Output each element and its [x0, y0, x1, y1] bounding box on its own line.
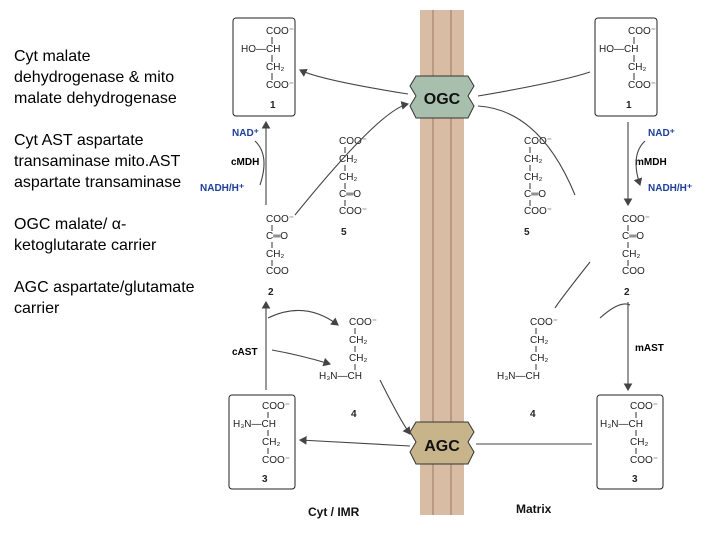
svg-text:CH₂: CH₂: [262, 437, 281, 448]
svg-text:COO⁻: COO⁻: [339, 136, 368, 147]
svg-text:COO⁻: COO⁻: [349, 317, 378, 328]
svg-text:CH₂: CH₂: [530, 353, 549, 364]
svg-text:H₃N—CH: H₃N—CH: [233, 419, 276, 430]
svg-text:3: 3: [262, 474, 268, 485]
svg-text:H₃N—CH: H₃N—CH: [497, 371, 540, 382]
svg-text:COO⁻: COO⁻: [524, 206, 553, 217]
matrix-oaa-curve: [555, 262, 590, 308]
cyt-alpha-ketoglutarate: [339, 136, 367, 238]
svg-text:COO⁻: COO⁻: [630, 401, 659, 412]
cyt-ast-curve-out: [272, 350, 330, 364]
svg-text:5: 5: [524, 227, 530, 238]
cyt-oxaloacetate: [266, 214, 294, 298]
svg-text:COO: COO: [622, 266, 645, 277]
mito-alpha-ketoglutarate: [524, 136, 552, 238]
svg-text:2: 2: [268, 287, 274, 298]
agc-label: AGC: [424, 438, 460, 455]
agc-asp-path-arrow: [380, 380, 410, 434]
svg-text:H₃N—CH: H₃N—CH: [319, 371, 362, 382]
mito-nad-label: NAD⁺: [648, 128, 675, 139]
mmdh-label: mMDH: [635, 157, 667, 168]
svg-text:1: 1: [626, 100, 632, 111]
svg-text:C═O: C═O: [266, 231, 289, 242]
svg-text:CH₂: CH₂: [630, 437, 649, 448]
agc-carrier: [410, 422, 474, 464]
mito-malate: [595, 18, 657, 116]
svg-text:C═O: C═O: [524, 189, 547, 200]
svg-text:COO⁻: COO⁻: [339, 206, 368, 217]
cyt-nadh-label: NADH/H⁺: [200, 183, 245, 194]
cyt-glutamate: [229, 395, 295, 489]
ogc-malate-out-arrow: [300, 70, 408, 94]
svg-text:COO⁻: COO⁻: [266, 214, 295, 225]
svg-text:2: 2: [624, 287, 630, 298]
ogc-matrix-malate-arrow: [478, 72, 590, 96]
svg-text:CH₂: CH₂: [339, 154, 358, 165]
legend-ast: Cyt AST aspartate transaminase mito.AST aspartate transaminase: [14, 132, 182, 191]
svg-text:COO⁻: COO⁻: [628, 26, 657, 37]
svg-text:HO—CH: HO—CH: [241, 44, 281, 55]
legend-ogc: OGC malate/ α-ketoglutarate carrier: [14, 216, 157, 254]
svg-text:COO⁻: COO⁻: [266, 80, 295, 91]
mito-ast-curve-in: [600, 304, 630, 318]
cyt-nad-label: NAD⁺: [232, 128, 259, 139]
svg-text:COO⁻: COO⁻: [524, 136, 553, 147]
svg-text:C═O: C═O: [622, 231, 645, 242]
svg-text:CH₂: CH₂: [524, 154, 543, 165]
svg-text:3: 3: [632, 474, 638, 485]
ogc-label: OGC: [423, 91, 461, 108]
svg-text:5: 5: [341, 227, 347, 238]
mast-label: mAST: [635, 343, 664, 354]
svg-text:4: 4: [351, 409, 357, 420]
ogc-carrier: [410, 76, 474, 118]
agc-glu-out-arrow: [300, 440, 410, 446]
matrix-label: Matrix: [516, 502, 552, 516]
legend-agc: AGC aspartate/glutamate carrier: [14, 279, 195, 317]
svg-text:COO⁻: COO⁻: [530, 317, 559, 328]
svg-text:1: 1: [270, 100, 276, 111]
svg-text:HO—CH: HO—CH: [599, 44, 639, 55]
svg-text:COO⁻: COO⁻: [628, 80, 657, 91]
cmdh-label: cMDH: [231, 157, 260, 168]
svg-text:COO⁻: COO⁻: [266, 26, 295, 37]
svg-text:H₃N—CH: H₃N—CH: [600, 419, 643, 430]
cyt-ast-curve-in: [268, 310, 338, 325]
svg-text:CH₂: CH₂: [530, 335, 549, 346]
svg-text:COO⁻: COO⁻: [622, 214, 651, 225]
svg-text:COO: COO: [266, 266, 289, 277]
svg-text:CH₂: CH₂: [628, 62, 647, 73]
cyt-malate: [233, 18, 295, 116]
cytosol-label: Cyt / IMR: [308, 505, 360, 519]
svg-text:CH₂: CH₂: [266, 62, 285, 73]
svg-text:CH₂: CH₂: [349, 335, 368, 346]
svg-text:COO⁻: COO⁻: [262, 401, 291, 412]
svg-text:CH₂: CH₂: [349, 353, 368, 364]
svg-text:CH₂: CH₂: [524, 172, 543, 183]
legend-mdh: Cyt malate dehydrogenase & mito malate dehydrogenase: [14, 48, 177, 107]
mito-oxaloacetate: [622, 214, 650, 298]
mito-glutamate: [597, 395, 663, 489]
svg-text:C═O: C═O: [339, 189, 362, 200]
cyt-aspartate: [319, 317, 377, 420]
cast-label: cAST: [232, 347, 258, 358]
svg-text:CH₂: CH₂: [266, 249, 285, 260]
mito-aspartate: [497, 317, 558, 420]
svg-text:CH₂: CH₂: [339, 172, 358, 183]
svg-text:CH₂: CH₂: [622, 249, 641, 260]
svg-text:4: 4: [530, 409, 536, 420]
svg-text:COO⁻: COO⁻: [630, 455, 659, 466]
svg-text:COO⁻: COO⁻: [262, 455, 291, 466]
mito-nadh-label: NADH/H⁺: [648, 183, 693, 194]
